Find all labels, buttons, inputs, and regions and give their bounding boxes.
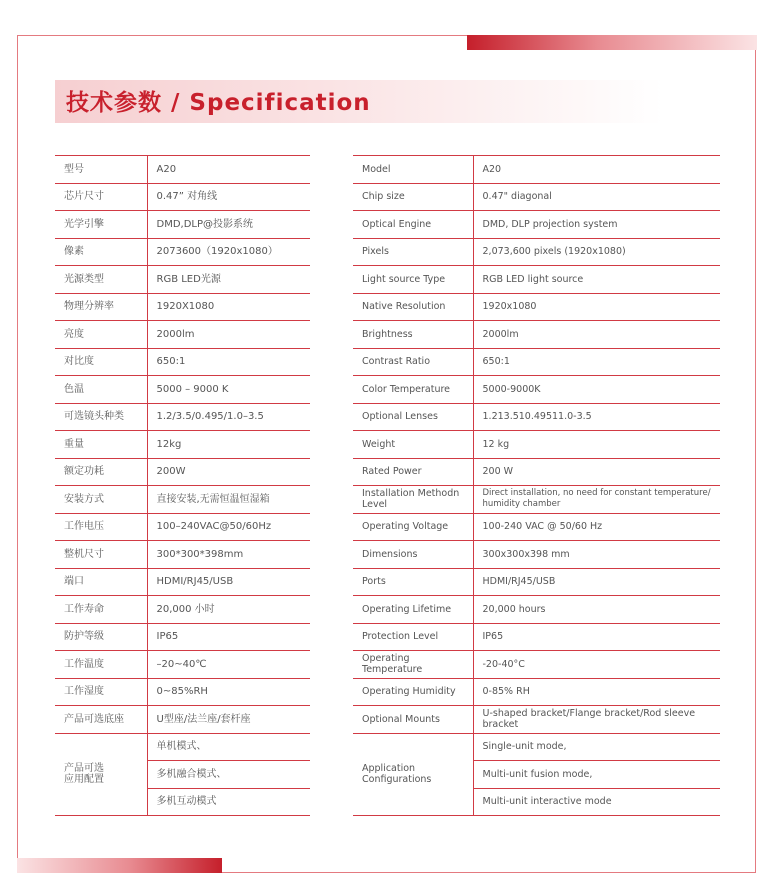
en-row-value: A20 bbox=[473, 156, 720, 184]
en-application-label bbox=[353, 733, 473, 816]
en-row-value: 200 W bbox=[473, 458, 720, 486]
page-title: 技术参数 / Specification bbox=[66, 90, 371, 116]
table-row bbox=[353, 706, 720, 734]
cn-application-label-line2: 应用配置 bbox=[64, 774, 104, 786]
cn-row-label: 额定功耗 bbox=[55, 458, 147, 486]
table-row bbox=[353, 211, 720, 239]
en-row-label: Rated Power bbox=[353, 458, 473, 486]
table-row bbox=[353, 321, 720, 349]
table-row bbox=[55, 321, 310, 349]
table-row bbox=[55, 568, 310, 596]
cn-row-value: IP65 bbox=[147, 623, 310, 651]
cn-row-label: 对比度 bbox=[55, 348, 147, 376]
cn-row-label: 物理分辨率 bbox=[55, 293, 147, 321]
table-row bbox=[55, 431, 310, 459]
en-row-value: 0-85% RH bbox=[473, 678, 720, 706]
cn-application-value: 多机互动模式 bbox=[147, 788, 310, 816]
table-row bbox=[353, 238, 720, 266]
cn-row-value: 2000lm bbox=[147, 321, 310, 349]
cn-row-label: 型号 bbox=[55, 156, 147, 184]
cn-row-value: DMD,DLP@投影系统 bbox=[147, 211, 310, 239]
table-row bbox=[55, 541, 310, 569]
cn-row-value: 12kg bbox=[147, 431, 310, 459]
en-row-value: -20-40°C bbox=[473, 651, 720, 679]
en-row-label: Chip size bbox=[353, 183, 473, 211]
cn-row-value: –20~40℃ bbox=[147, 651, 310, 679]
cn-row-label: 光源类型 bbox=[55, 266, 147, 294]
table-row bbox=[55, 348, 310, 376]
table-row bbox=[353, 293, 720, 321]
en-row-label: Optical Engine bbox=[353, 211, 473, 239]
table-row bbox=[353, 678, 720, 706]
en-row-label: Installation Methodn Level bbox=[353, 486, 473, 514]
table-row bbox=[353, 596, 720, 624]
cn-row-value: 5000 – 9000 K bbox=[147, 376, 310, 404]
en-row-value: 0.47" diagonal bbox=[473, 183, 720, 211]
cn-row-value: RGB LED光源 bbox=[147, 266, 310, 294]
cn-row-value: 650:1 bbox=[147, 348, 310, 376]
en-row-value: Direct installation, no need for constant temperature/ humidity chamber bbox=[473, 486, 720, 514]
cn-row-value: 200W bbox=[147, 458, 310, 486]
en-row-value: 12 kg bbox=[473, 431, 720, 459]
en-row-label: Pixels bbox=[353, 238, 473, 266]
en-row-value: 1.213.510.49511.0-3.5 bbox=[473, 403, 720, 431]
en-row-label: Native Resolution bbox=[353, 293, 473, 321]
cn-row-label: 工作电压 bbox=[55, 513, 147, 541]
table-row bbox=[55, 211, 310, 239]
cn-row-value: 1920X1080 bbox=[147, 293, 310, 321]
cn-row-value: 20,000 小时 bbox=[147, 596, 310, 624]
table-row bbox=[55, 156, 310, 184]
table-row bbox=[353, 376, 720, 404]
cn-row-value: 300*300*398mm bbox=[147, 541, 310, 569]
en-row-label: Dimensions bbox=[353, 541, 473, 569]
en-row-value: 100-240 VAC @ 50/60 Hz bbox=[473, 513, 720, 541]
spec-table-english bbox=[353, 155, 720, 816]
en-row-value: U-shaped bracket/Flange bracket/Rod sleeve bracket bbox=[473, 706, 720, 734]
table-row bbox=[55, 458, 310, 486]
en-row-value: HDMI/RJ45/USB bbox=[473, 568, 720, 596]
table-row bbox=[353, 403, 720, 431]
table-row bbox=[55, 376, 310, 404]
cn-row-value: 0~85%RH bbox=[147, 678, 310, 706]
en-row-value: 2,073,600 pixels (1920x1080) bbox=[473, 238, 720, 266]
table-row bbox=[353, 486, 720, 514]
en-application-label-line2: Configurations bbox=[362, 774, 432, 786]
table-row bbox=[55, 596, 310, 624]
en-row-label: Operating Temperature bbox=[353, 651, 473, 679]
cn-application-value: 单机模式、 bbox=[147, 733, 310, 761]
en-row-value: RGB LED light source bbox=[473, 266, 720, 294]
table-row bbox=[55, 678, 310, 706]
en-row-label: Ports bbox=[353, 568, 473, 596]
en-row-label: Optional Lenses bbox=[353, 403, 473, 431]
table-row bbox=[55, 238, 310, 266]
en-row-value: 300x300x398 mm bbox=[473, 541, 720, 569]
table-row bbox=[55, 733, 310, 761]
table-row bbox=[55, 266, 310, 294]
table-row bbox=[353, 183, 720, 211]
en-row-value: 650:1 bbox=[473, 348, 720, 376]
en-application-value: Multi-unit interactive mode bbox=[473, 788, 720, 816]
cn-row-label: 可选镜头种类 bbox=[55, 403, 147, 431]
en-row-label: Light source Type bbox=[353, 266, 473, 294]
en-application-value: Multi-unit fusion mode, bbox=[473, 761, 720, 789]
cn-row-label: 工作温度 bbox=[55, 651, 147, 679]
cn-row-label: 像素 bbox=[55, 238, 147, 266]
en-row-label: Weight bbox=[353, 431, 473, 459]
cn-row-label: 亮度 bbox=[55, 321, 147, 349]
table-row bbox=[55, 183, 310, 211]
table-row bbox=[55, 403, 310, 431]
table-row bbox=[353, 458, 720, 486]
spec-table-chinese bbox=[55, 155, 310, 816]
table-row bbox=[353, 541, 720, 569]
en-row-label: Operating Humidity bbox=[353, 678, 473, 706]
en-application-label-line1: Application bbox=[362, 763, 416, 775]
en-row-value: 20,000 hours bbox=[473, 596, 720, 624]
bottom-accent-bar bbox=[17, 858, 222, 873]
table-row bbox=[353, 156, 720, 184]
cn-row-value: HDMI/RJ45/USB bbox=[147, 568, 310, 596]
cn-row-label: 工作寿命 bbox=[55, 596, 147, 624]
cn-application-value: 多机融合模式、 bbox=[147, 761, 310, 789]
en-row-label: Protection Level bbox=[353, 623, 473, 651]
en-row-label: Optional Mounts bbox=[353, 706, 473, 734]
cn-row-label: 芯片尺寸 bbox=[55, 183, 147, 211]
table-row bbox=[55, 623, 310, 651]
cn-application-label-line1: 产品可选 bbox=[64, 763, 104, 775]
table-row bbox=[353, 348, 720, 376]
en-row-label: Color Temperature bbox=[353, 376, 473, 404]
cn-row-label: 光学引擎 bbox=[55, 211, 147, 239]
cn-row-label: 色温 bbox=[55, 376, 147, 404]
cn-row-value: U型座/法兰座/套杆座 bbox=[147, 706, 310, 734]
cn-row-value: 0.47” 对角线 bbox=[147, 183, 310, 211]
cn-row-label: 重量 bbox=[55, 431, 147, 459]
cn-row-value: A20 bbox=[147, 156, 310, 184]
en-row-value: 2000lm bbox=[473, 321, 720, 349]
table-row bbox=[55, 293, 310, 321]
table-row bbox=[55, 706, 310, 734]
table-row bbox=[353, 568, 720, 596]
en-row-label: Brightness bbox=[353, 321, 473, 349]
cn-row-value: 1.2/3.5/0.495/1.0–3.5 bbox=[147, 403, 310, 431]
table-row bbox=[55, 651, 310, 679]
cn-row-value: 直接安装,无需恒温恒湿箱 bbox=[147, 486, 310, 514]
table-row bbox=[353, 623, 720, 651]
table-row bbox=[353, 266, 720, 294]
en-row-label: Operating Voltage bbox=[353, 513, 473, 541]
cn-row-value: 100–240VAC@50/60Hz bbox=[147, 513, 310, 541]
en-application-value: Single-unit mode, bbox=[473, 733, 720, 761]
en-row-value: IP65 bbox=[473, 623, 720, 651]
en-row-label: Model bbox=[353, 156, 473, 184]
en-row-value: 5000-9000K bbox=[473, 376, 720, 404]
cn-row-label: 工作湿度 bbox=[55, 678, 147, 706]
table-row bbox=[55, 486, 310, 514]
table-row bbox=[353, 733, 720, 761]
table-row bbox=[55, 513, 310, 541]
table-row bbox=[353, 513, 720, 541]
en-row-label: Operating Lifetime bbox=[353, 596, 473, 624]
en-row-value: 1920x1080 bbox=[473, 293, 720, 321]
en-row-label: Contrast Ratio bbox=[353, 348, 473, 376]
en-row-value: DMD, DLP projection system bbox=[473, 211, 720, 239]
cn-row-value: 2073600（1920x1080） bbox=[147, 238, 310, 266]
table-row bbox=[353, 431, 720, 459]
top-accent-bar bbox=[467, 35, 757, 50]
cn-row-label: 端口 bbox=[55, 568, 147, 596]
cn-application-label bbox=[55, 733, 147, 816]
cn-row-label: 整机尺寸 bbox=[55, 541, 147, 569]
table-row bbox=[353, 651, 720, 679]
cn-row-label: 防护等级 bbox=[55, 623, 147, 651]
cn-row-label: 产品可选底座 bbox=[55, 706, 147, 734]
cn-row-label: 安装方式 bbox=[55, 486, 147, 514]
